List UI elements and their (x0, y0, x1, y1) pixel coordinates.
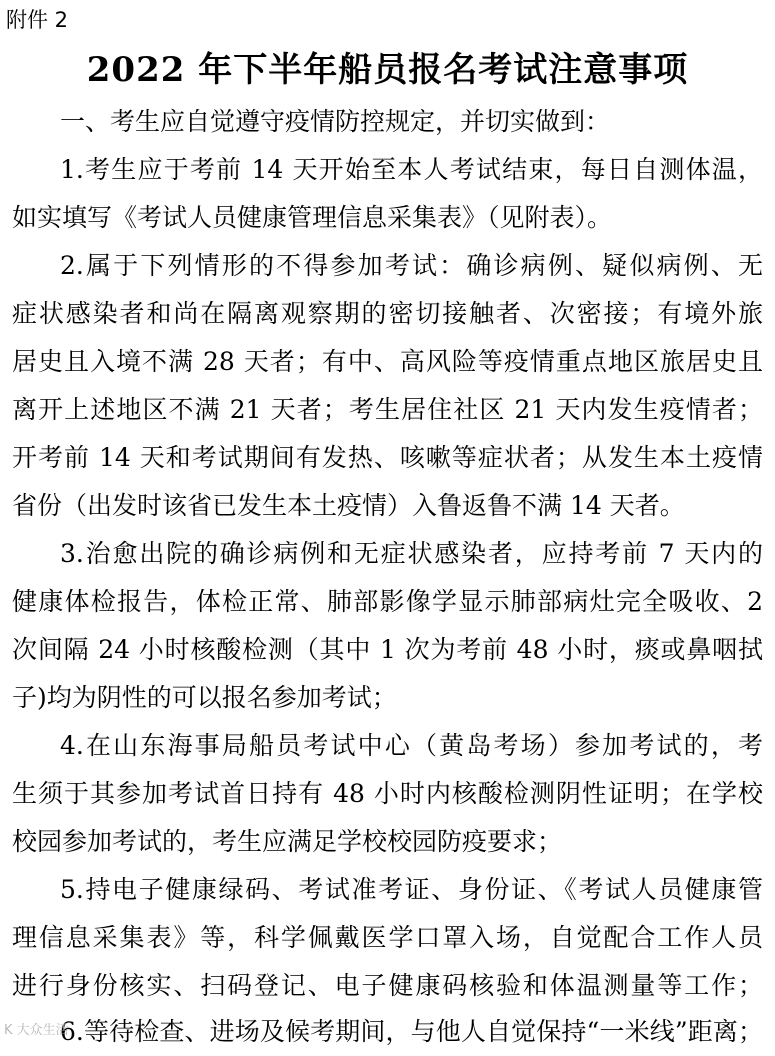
paragraph-line: 离开上述地区不满 21 天者；考生居住社区 21 天内发生疫情者； (12, 395, 763, 424)
paragraph-line: 生须于其参加考试首日持有 48 小时内核酸检测阴性证明；在学校 (12, 779, 763, 808)
paragraph-line: 3.治愈出院的确诊病例和无症状感染者，应持考前 7 天内的 (60, 539, 763, 568)
paragraph-line: 2.属于下列情形的不得参加考试：确诊病例、疑似病例、无 (60, 251, 763, 280)
paragraph-line: 如实填写《考试人员健康管理信息采集表》（见附表）。 (12, 203, 613, 232)
paragraph-line: 症状感染者和尚在隔离观察期的密切接触者、次密接；有境外旅 (12, 299, 763, 328)
paragraph-line: 健康体检报告，体检正常、肺部影像学显示肺部病灶完全吸收、2 (12, 587, 763, 616)
paragraph-line: 次间隔 24 小时核酸检测（其中 1 次为考前 48 小时，痰或鼻咽拭 (12, 635, 763, 664)
section-heading-1: 一、考生应自觉遵守疫情防控规定，并切实做到： (60, 107, 611, 136)
watermark: K 大众生活 (4, 1023, 69, 1038)
paragraph-line: 4.在山东海事局船员考试中心（黄岛考场）参加考试的，考 (60, 731, 763, 760)
attachment-label: 附件 2 (6, 8, 69, 32)
paragraph-line: 1.考生应于考前 14 天开始至本人考试结束，每日自测体温， (60, 155, 763, 184)
paragraph-line: 5.持电子健康绿码、考试准考证、身份证、《考试人员健康管 (60, 875, 763, 904)
paragraph-line: 进行身份核实、扫码登记、电子健康码核验和体温测量等工作； (12, 971, 763, 1000)
paragraph-line: 开考前 14 天和考试期间有发热、咳嗽等症状者；从发生本土疫情 (12, 443, 763, 472)
paragraph-line: 6.等待检查、进场及候考期间，与他人自觉保持“一米线”距离； (60, 1017, 763, 1046)
paragraph-line: 居史且入境不满 28 天者；有中、高风险等疫情重点地区旅居史且 (12, 347, 763, 376)
page-title: 2022 年下半年船员报名考试注意事项 (86, 50, 689, 90)
paragraph-line: 理信息采集表》等，科学佩戴医学口罩入场，自觉配合工作人员 (12, 923, 763, 952)
paragraph-line: 子)均为阴性的可以报名参加考试； (12, 683, 397, 712)
paragraph-line: 校园参加考试的，考生应满足学校校园防疫要求； (12, 827, 563, 856)
paragraph-line: 省份（出发时该省已发生本土疫情）入鲁返鲁不满 14 天者。 (12, 491, 685, 520)
